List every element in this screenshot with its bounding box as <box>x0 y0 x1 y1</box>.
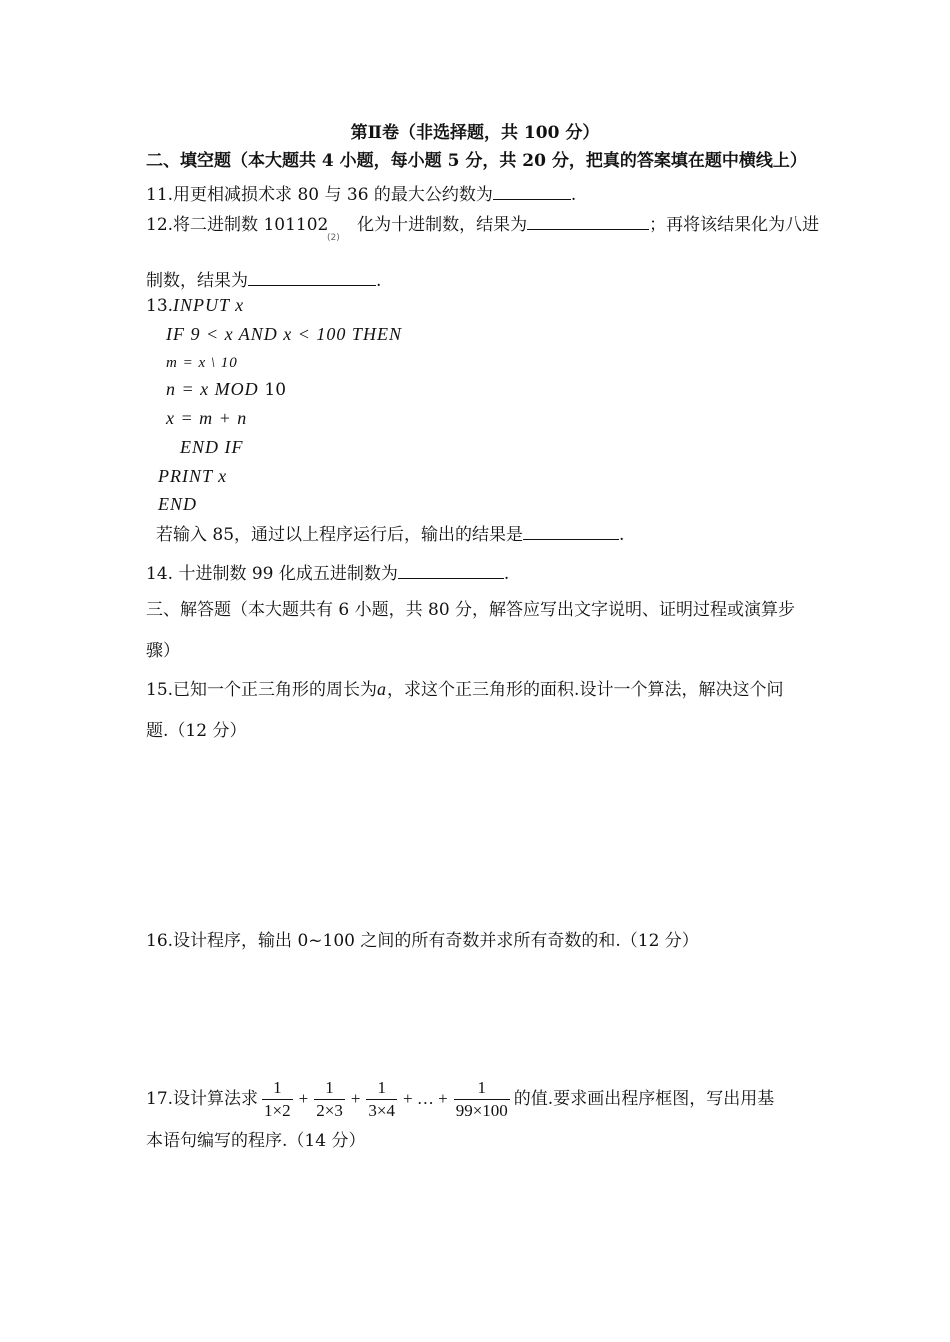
answer-blank-11 <box>493 181 571 200</box>
fill-blank-heading: 二、填空题（本大题共 4 小题，每小题 5 分，共 20 分，把真的答案填在题中横线上） <box>146 151 807 171</box>
answer-blank-12b <box>248 267 376 286</box>
fraction-3 <box>366 1077 397 1122</box>
fraction-1-denominator: 1×2 <box>264 1100 291 1120</box>
question-12-end: . <box>376 271 382 291</box>
fraction-last-denominator: 99×100 <box>455 1100 508 1120</box>
answer-section-heading-cont: 骤） <box>146 641 180 661</box>
fraction-1 <box>262 1077 293 1122</box>
fraction-2 <box>314 1077 345 1122</box>
question-15-part1: 15.已知一个正三角形的周长为 <box>146 680 378 700</box>
answer-section-heading: 三、解答题（本大题共有 6 小题，共 80 分，解答应写出文字说明、证明过程或演算步 <box>146 600 796 620</box>
fraction-last-numerator: 1 <box>477 1077 486 1097</box>
question-11-text: 11.用更相减损术求 80 与 36 的最大公约数为 <box>146 185 493 205</box>
fraction-3-denominator: 3×4 <box>368 1100 396 1120</box>
fraction-3-numerator: 1 <box>377 1077 386 1097</box>
fraction-2-numerator: 1 <box>325 1077 334 1097</box>
code-line-if: IF 9 < x AND x < 100 THEN <box>166 324 402 344</box>
code-line-x: x = m + n <box>166 408 248 428</box>
question-12-line2 <box>146 267 381 292</box>
question-13-end: . <box>619 525 625 545</box>
code-line-endif: END IF <box>180 437 244 457</box>
answer-blank-13 <box>523 521 619 540</box>
code-line-m: m = x \ 10 <box>166 355 238 371</box>
question-12-part3: ；再将该结果化为八进 <box>649 215 820 235</box>
answer-blank-14 <box>398 560 504 579</box>
question-12-line2-text: 制数，结果为 <box>146 271 248 291</box>
question-14-text: 14. 十进制数 99 化成五进制数为 <box>146 564 398 584</box>
question-17-suffix: 的值.要求画出程序框图，写出用基 <box>513 1089 775 1109</box>
code-line-n-expr: n = x MOD <box>166 379 259 399</box>
code-line-print: PRINT x <box>158 466 228 486</box>
perimeter-variable: a <box>377 679 388 699</box>
question-16: 16.设计程序，输出 0~100 之间的所有奇数并求所有奇数的和.（12 分） <box>146 931 699 951</box>
fraction-last <box>454 1077 510 1122</box>
question-17-line2: 本语句编写的程序.（14 分） <box>146 1131 366 1151</box>
plus-sign: + <box>298 1089 309 1108</box>
fraction-1-numerator: 1 <box>273 1077 282 1097</box>
question-15-part2: ，求这个正三角形的面积.设计一个算法，解决这个问 <box>387 680 784 700</box>
question-11 <box>146 181 576 206</box>
question-13-number: 13. <box>146 296 174 316</box>
ellipsis-sum: + … + <box>403 1089 448 1108</box>
fraction-2-denominator: 2×3 <box>316 1100 343 1120</box>
code-line-input: INPUT x <box>173 295 245 315</box>
question-12-part1: 12.将二进制数 101102 <box>146 215 329 235</box>
code-line-n <box>166 378 286 401</box>
question-11-end: . <box>570 185 577 205</box>
question-13-text: 若输入 85，通过以上程序运行后，输出的结果是 <box>156 525 524 545</box>
question-12 <box>146 211 819 236</box>
answer-blank-12a <box>527 211 649 230</box>
question-14-end: . <box>503 564 510 584</box>
question-17-prefix: 17.设计算法求 <box>146 1089 259 1109</box>
code-line-end: END <box>158 494 197 514</box>
question-12-part2: 化为十进制数，结果为 <box>357 215 528 235</box>
question-17 <box>146 1072 774 1126</box>
section-title: 第Ⅱ卷（非选择题，共 100 分） <box>350 123 600 143</box>
code-line-n-value: 10 <box>264 380 287 400</box>
binary-base-subscript: (2) <box>327 233 340 243</box>
question-13-prompt <box>156 521 624 546</box>
question-14 <box>146 560 509 585</box>
question-15 <box>146 678 783 701</box>
plus-sign: + <box>350 1089 361 1108</box>
question-15-line2: 题.（12 分） <box>146 721 247 741</box>
